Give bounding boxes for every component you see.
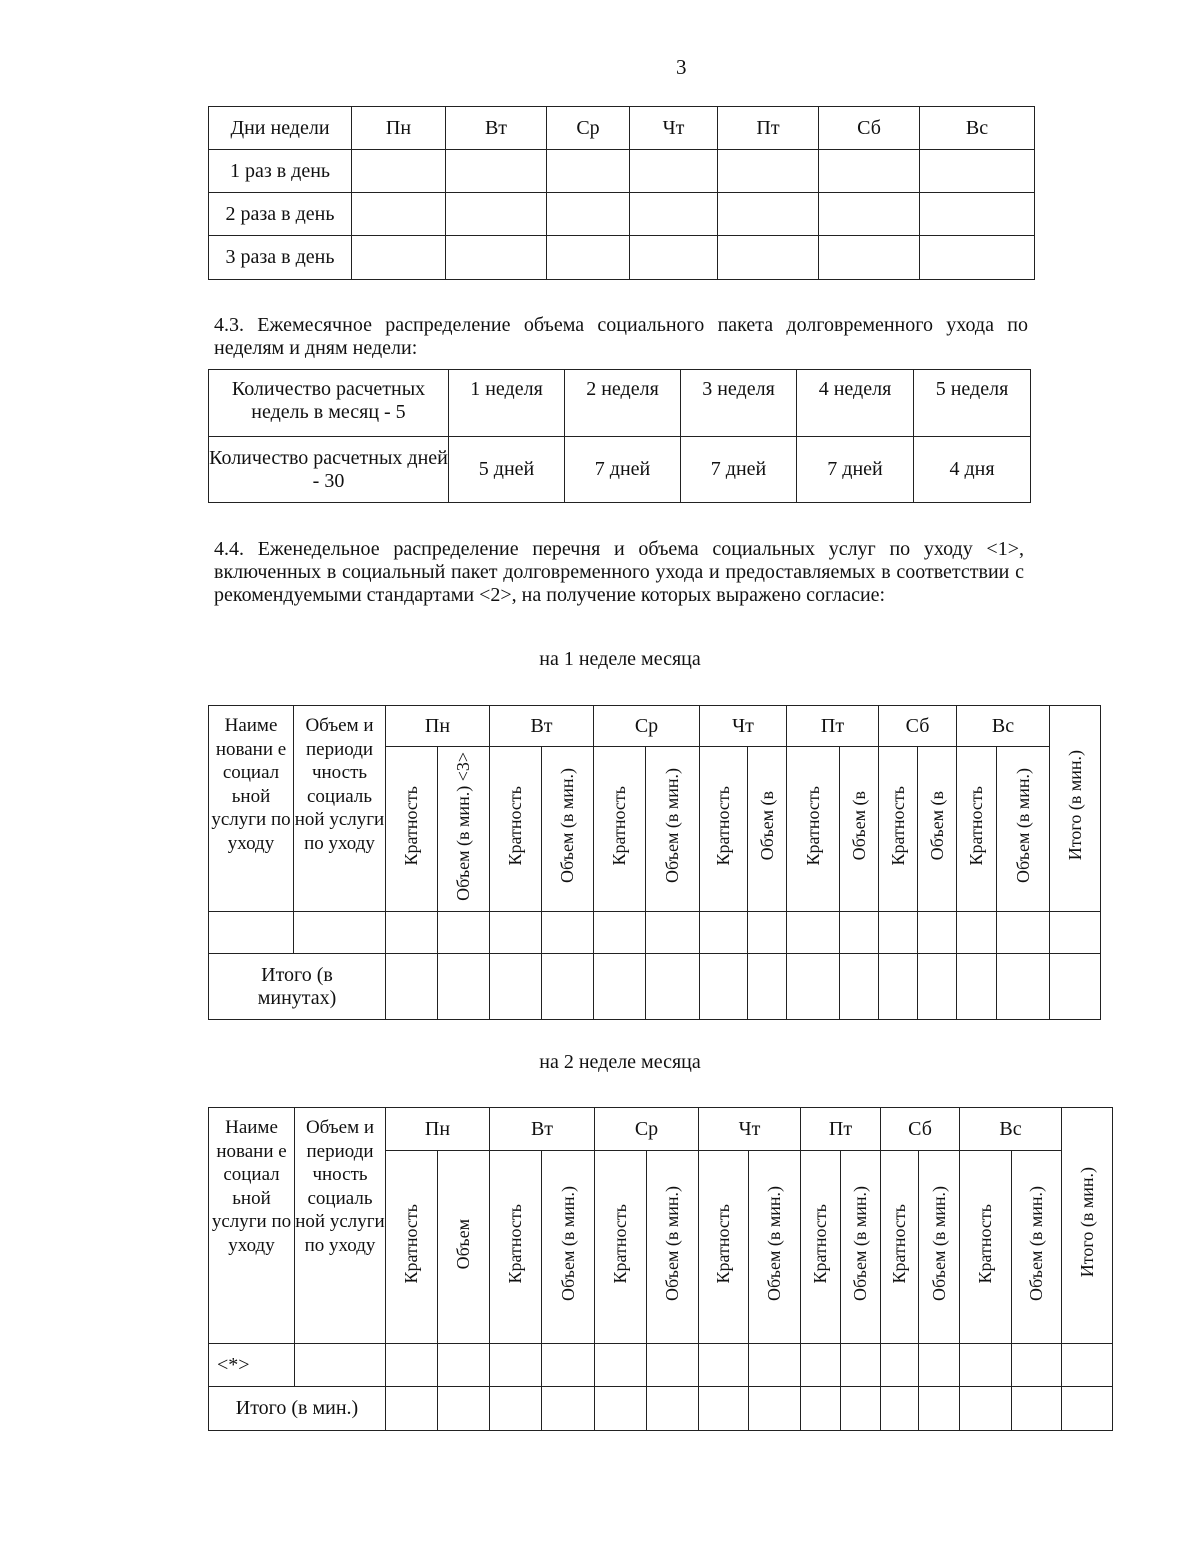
table-cell — [595, 1344, 647, 1387]
sub-header-cell — [594, 747, 646, 912]
table-cell — [879, 954, 918, 1020]
week-2-services-table — [208, 1107, 1113, 1431]
table-cell — [840, 912, 879, 954]
table-cell — [918, 954, 957, 1020]
table-cell — [542, 1387, 595, 1431]
sub-header-cell — [700, 747, 748, 912]
table-cell — [718, 236, 819, 280]
table-cell — [352, 193, 446, 236]
multiplicity-label: Кратность — [802, 786, 823, 866]
multiplicity-label: Кратность — [889, 1204, 910, 1284]
table-cell — [997, 912, 1050, 954]
table-cell — [438, 912, 490, 954]
table-cell — [446, 236, 547, 280]
table-cell — [542, 954, 594, 1020]
days-of-week-header: Дни недели — [209, 107, 352, 150]
week-days-value: 5 дней — [449, 437, 565, 503]
multiplicity-label: Кратность — [505, 786, 526, 866]
table-cell — [960, 1344, 1012, 1387]
table-cell — [1062, 1344, 1113, 1387]
sub-header-cell — [386, 1151, 438, 1344]
total-row-label — [209, 954, 386, 1020]
day-header: Вт — [490, 1108, 595, 1151]
sub-header-cell — [749, 1151, 801, 1344]
table-cell — [647, 1387, 699, 1431]
table-cell — [881, 1387, 919, 1431]
volume-label: Объем (в мин.) — [850, 1186, 871, 1302]
table-cell — [490, 1387, 542, 1431]
day-header: Вс — [960, 1108, 1062, 1151]
day-header: Вс — [920, 107, 1035, 150]
footnote-marker: <*> — [209, 1344, 295, 1387]
sub-header-cell — [699, 1151, 749, 1344]
table-cell — [1012, 1387, 1062, 1431]
day-header: Ср — [594, 706, 700, 747]
sub-header-cell — [957, 747, 997, 912]
volume-label: Объем (в мин.) — [662, 1186, 683, 1302]
total-column-label: Итого (в мин.) — [1076, 1167, 1097, 1278]
section-4-4-text: 4.4. Еженедельное распределение перечня и объема социальных услуг по уходу <1>, включенных в социальный пакет долговременного ухода и предоставляемых в соответствии с рекомендуемыми стандартами <2>, на получение которых выражено согласие: — [214, 538, 1024, 606]
table-cell — [490, 1344, 542, 1387]
table-cell — [918, 912, 957, 954]
table-cell — [295, 1344, 386, 1387]
day-header: Чт — [630, 107, 718, 150]
sub-header-cell — [490, 1151, 542, 1344]
table-cell — [438, 954, 490, 1020]
sub-header-cell — [438, 1151, 490, 1344]
days-count-label: Количество расчетных дней - 30 — [209, 437, 449, 503]
table-cell — [819, 150, 920, 193]
table-cell — [386, 954, 438, 1020]
sub-header-cell — [801, 1151, 841, 1344]
multiplicity-label: Кратность — [609, 786, 630, 866]
sub-header-cell — [490, 747, 542, 912]
table-cell — [749, 1387, 801, 1431]
table-cell — [209, 912, 294, 954]
sub-header-cell — [997, 747, 1050, 912]
table-cell — [386, 1344, 438, 1387]
service-volume-header: Объем и периоди чность социаль ной услуги по уходу — [294, 706, 386, 912]
table-cell — [700, 912, 748, 954]
week-header: 1 неделя — [449, 370, 565, 437]
day-header: Пт — [787, 706, 879, 747]
week-header: 2 неделя — [565, 370, 681, 437]
volume-label: Объем (в — [756, 791, 777, 861]
table-cell — [647, 1344, 699, 1387]
multiplicity-label: Кратность — [887, 786, 908, 866]
table-cell — [352, 236, 446, 280]
week-header: 3 неделя — [681, 370, 797, 437]
table-cell — [957, 912, 997, 954]
frequency-table — [208, 106, 1035, 280]
sub-header-cell — [840, 747, 879, 912]
total-row-label: Итого (в мин.) — [209, 1387, 386, 1431]
week-days-value: 7 дней — [565, 437, 681, 503]
table-cell — [630, 236, 718, 280]
table-cell — [547, 193, 630, 236]
volume-label: Объем (в мин.) — [557, 1186, 578, 1302]
table-cell — [594, 912, 646, 954]
table-cell — [920, 193, 1035, 236]
table-cell — [748, 912, 787, 954]
table-cell — [547, 236, 630, 280]
sub-header-cell — [595, 1151, 647, 1344]
table-cell — [594, 954, 646, 1020]
week-1-caption: на 1 неделе месяца — [539, 648, 701, 670]
table-cell — [352, 150, 446, 193]
frequency-row-label: 2 раза в день — [209, 193, 352, 236]
day-header: Вс — [957, 706, 1050, 747]
table-cell — [1050, 954, 1101, 1020]
sub-header-cell — [787, 747, 840, 912]
day-header: Сб — [879, 706, 957, 747]
day-header: Вт — [490, 706, 594, 747]
week-days-value: 7 дней — [797, 437, 914, 503]
multiplicity-label: Кратность — [975, 1204, 996, 1284]
table-cell — [438, 1344, 490, 1387]
day-header: Ср — [595, 1108, 699, 1151]
table-cell — [787, 912, 840, 954]
sub-header-cell — [542, 747, 594, 912]
weeks-distribution-table — [208, 369, 1031, 503]
table-cell — [841, 1387, 881, 1431]
sub-header-cell — [960, 1151, 1012, 1344]
day-header: Пт — [718, 107, 819, 150]
table-cell — [699, 1344, 749, 1387]
service-name-header: Наиме новани е социал ьной услуги по уходу — [209, 1108, 295, 1344]
table-cell — [699, 1387, 749, 1431]
day-header: Пн — [386, 1108, 490, 1151]
week-days-value: 7 дней — [681, 437, 797, 503]
day-header: Чт — [699, 1108, 801, 1151]
multiplicity-label: Кратность — [810, 1204, 831, 1284]
table-cell — [446, 193, 547, 236]
weeks-count-label: Количество расчетных недель в месяц - 5 — [209, 370, 449, 437]
volume-label: Объем (в мин.) — [557, 768, 578, 884]
multiplicity-label: Кратность — [713, 786, 734, 866]
sub-header-cell — [879, 747, 918, 912]
table-cell — [718, 150, 819, 193]
table-cell — [748, 954, 787, 1020]
table-cell — [801, 1344, 841, 1387]
volume-label: Объем (в мин.) — [764, 1186, 785, 1302]
table-cell — [542, 912, 594, 954]
week-header: 5 неделя — [914, 370, 1031, 437]
table-cell — [1012, 1344, 1062, 1387]
table-cell — [630, 193, 718, 236]
table-cell — [920, 150, 1035, 193]
table-cell — [542, 1344, 595, 1387]
table-cell — [386, 912, 438, 954]
week-1-services-table — [208, 705, 1101, 1020]
sub-header-cell — [919, 1151, 960, 1344]
day-header: Вт — [446, 107, 547, 150]
table-cell — [386, 1387, 438, 1431]
volume-label: Объем (в — [848, 791, 869, 861]
frequency-row-label: 3 раза в день — [209, 236, 352, 280]
table-cell — [294, 912, 386, 954]
table-cell — [749, 1344, 801, 1387]
table-cell — [595, 1387, 647, 1431]
multiplicity-label: Кратность — [401, 786, 422, 866]
table-cell — [787, 954, 840, 1020]
table-cell — [819, 236, 920, 280]
table-cell — [919, 1387, 960, 1431]
table-cell — [1062, 1387, 1113, 1431]
table-cell — [490, 954, 542, 1020]
volume-label: Объем (в мин.) <3> — [453, 751, 474, 901]
volume-label: Объем (в — [926, 791, 947, 861]
table-cell — [630, 150, 718, 193]
volume-label: Объем (в мин.) — [1012, 768, 1033, 884]
day-header: Сб — [819, 107, 920, 150]
table-cell — [446, 150, 547, 193]
total-column-label: Итого (в мин.) — [1064, 750, 1085, 861]
sub-header-cell — [918, 747, 957, 912]
table-cell — [957, 954, 997, 1020]
volume-label: Объем (в мин.) — [928, 1186, 949, 1302]
day-header: Пн — [352, 107, 446, 150]
sub-header-cell — [841, 1151, 881, 1344]
multiplicity-label: Кратность — [713, 1204, 734, 1284]
table-cell — [879, 912, 918, 954]
table-cell — [841, 1344, 881, 1387]
section-4-3-text: 4.3. Ежемесячное распределение объема социального пакета долговременного ухода по неделям и дням недели: — [214, 314, 1028, 359]
table-cell — [919, 1344, 960, 1387]
volume-label: Объем — [453, 1218, 474, 1270]
table-cell — [718, 193, 819, 236]
volume-label: Объем (в мин.) — [662, 768, 683, 884]
table-cell — [997, 954, 1050, 1020]
day-header: Пн — [386, 706, 490, 747]
table-cell — [819, 193, 920, 236]
service-name-header: Наиме новани е социал ьной услуги по уходу — [209, 706, 294, 912]
frequency-row-label: 1 раз в день — [209, 150, 352, 193]
sub-header-cell — [386, 747, 438, 912]
sub-header-cell — [438, 747, 490, 912]
table-cell — [490, 912, 542, 954]
sub-header-cell — [646, 747, 700, 912]
sub-header-cell — [748, 747, 787, 912]
table-cell — [881, 1344, 919, 1387]
day-header: Пт — [801, 1108, 881, 1151]
table-cell — [960, 1387, 1012, 1431]
multiplicity-label: Кратность — [505, 1204, 526, 1284]
week-2-caption: на 2 неделе месяца — [539, 1051, 701, 1073]
table-cell — [700, 954, 748, 1020]
service-volume-header: Объем и периоди чность социаль ной услуги по уходу — [295, 1108, 386, 1344]
table-cell — [547, 150, 630, 193]
table-cell — [438, 1387, 490, 1431]
sub-header-cell — [542, 1151, 595, 1344]
sub-header-cell — [1012, 1151, 1062, 1344]
table-cell — [646, 954, 700, 1020]
total-column-header — [1050, 706, 1101, 912]
day-header: Сб — [881, 1108, 960, 1151]
total-row-text: Итого (в минутах) — [257, 963, 337, 1009]
table-cell — [801, 1387, 841, 1431]
sub-header-cell — [647, 1151, 699, 1344]
day-header: Чт — [700, 706, 787, 747]
day-header: Ср — [547, 107, 630, 150]
multiplicity-label: Кратность — [610, 1204, 631, 1284]
multiplicity-label: Кратность — [401, 1204, 422, 1284]
table-cell — [840, 954, 879, 1020]
table-cell — [646, 912, 700, 954]
week-header: 4 неделя — [797, 370, 914, 437]
sub-header-cell — [881, 1151, 919, 1344]
total-column-header — [1062, 1108, 1113, 1344]
page-number: 3 — [676, 55, 687, 79]
multiplicity-label: Кратность — [966, 786, 987, 866]
week-days-value: 4 дня — [914, 437, 1031, 503]
volume-label: Объем (в мин.) — [1026, 1186, 1047, 1302]
table-cell — [1050, 912, 1101, 954]
table-cell — [920, 236, 1035, 280]
